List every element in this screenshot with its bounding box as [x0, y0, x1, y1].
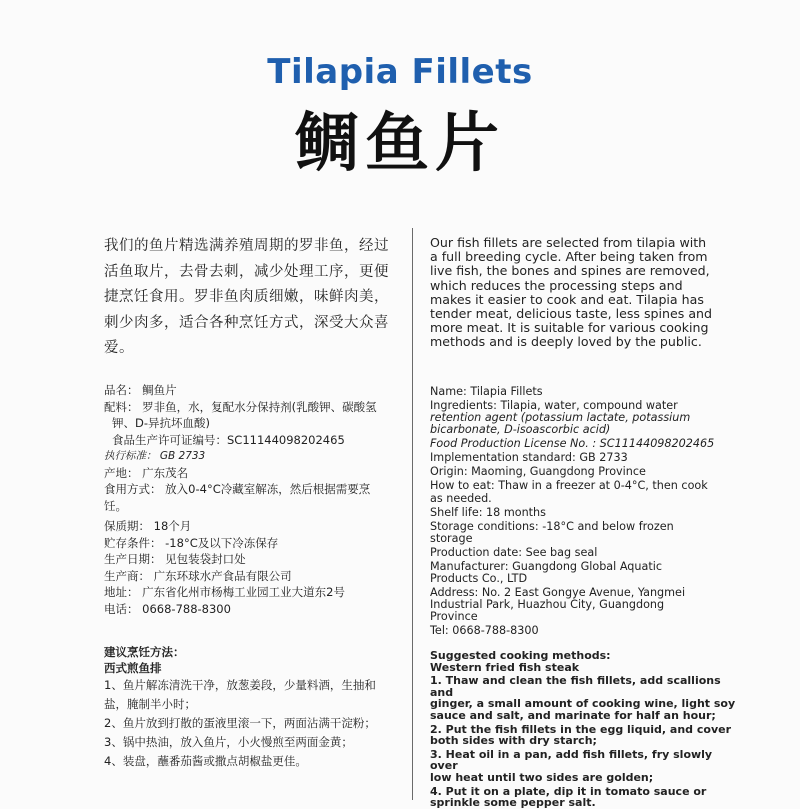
spec-ingredients-line: bicarbonate, D-isoascorbic acid) [430, 423, 611, 437]
spec-origin: Origin: Maoming, Guangdong Province [430, 465, 646, 479]
spec-shelf-life: Shelf life: 18 months [430, 505, 546, 519]
spec-ingredients-line: retention agent (potassium lactate, potassium [430, 411, 691, 425]
intro-en-line: more meat. It is suitable for various cooking [430, 320, 709, 336]
cooking-dish-name: 西式煎鱼排 [104, 661, 162, 675]
spec-standard: Implementation standard: GB 2733 [430, 451, 628, 465]
spec-origin: 产地： 广东茂名 [104, 465, 189, 480]
intro-cn-line: 刺少肉多，适合各种烹饪方式，深受大众喜 [104, 314, 389, 331]
cooking-step-1: 1、鱼片解冻清洗干净，放葱姜段，少量料酒，生抽和 [104, 678, 376, 692]
title-chinese: 鲷鱼片 [295, 107, 505, 181]
cooking-step-line: 4. Put it on a plate, dip it in tomato sauce or [430, 784, 707, 798]
spec-license: Food Production License No. : SC11144098202465 [430, 437, 715, 451]
cooking-step-line: 3. Heat oil in a pan, add fish fillets, fry slowly over [430, 747, 713, 773]
spec-production-date: 生产日期： 见包装袋封口处 [104, 552, 246, 566]
spec-name: Name: Tilapia Fillets [430, 385, 543, 398]
intro-en-line: live fish, the bones and spines are removed, [430, 263, 710, 279]
spec-address-line: Industrial Park, Huazhou City, Guangdong [430, 598, 665, 612]
cooking-heading: 建议烹饪方法： [104, 645, 185, 659]
spec-manufacturer-line: Products Co., LTD [430, 572, 528, 586]
intro-cn-line: 我们的鱼片精选满养殖周期的罗非鱼，经过 [104, 238, 389, 254]
spec-shelf-life: 保质期： 18个月 [104, 519, 192, 533]
cooking-dish-name: Western fried fish steak [430, 660, 580, 674]
cooking-step-line: ginger, a small amount of cooking wine, light soy [430, 697, 736, 711]
intro-en-line: makes it easier to cook and eat. Tilapia has [430, 291, 704, 307]
spec-howto: 食用方式： 放入0-4°C冷藏室解冻，然后根据需要烹 [104, 482, 371, 496]
cooking-step-2: 2、鱼片放到打散的蛋液里滚一下，两面沾满干淀粉； [104, 716, 376, 730]
spec-standard: 执行标准： GB 2733 [104, 450, 206, 462]
cooking-step-line: low heat until two sides are golden; [430, 770, 654, 784]
spec-list-chinese [104, 382, 404, 617]
spec-name: 品名： 鲷鱼片 [104, 383, 177, 397]
intro-en-line: Our fish fillets are selected from tilapia with [430, 235, 707, 250]
cooking-step-1 [430, 675, 740, 721]
cooking-step-line: sprinkle some pepper salt. [430, 796, 596, 809]
spec-address [430, 587, 740, 624]
intro-chinese [104, 234, 404, 362]
intro-cn-line: 爱。 [104, 340, 134, 356]
spec-manufacturer [430, 561, 740, 585]
spec-storage: 贮存条件： -18°C及以下冷冻保存 [104, 535, 279, 550]
cooking-step-4: 4、装盘，蘸番茄酱或撒点胡椒盐更佳。 [104, 754, 307, 768]
intro-en-line: tender meat, delicious taste, less spines and [430, 306, 713, 322]
column-divider [412, 228, 413, 800]
spec-production-date: Production date: See bag seal [430, 545, 598, 559]
cooking-step-line: sauce and salt, and marinate for half an hour; [430, 708, 716, 722]
cooking-step-1-cont: 盐，腌制半小时； [104, 697, 196, 711]
cooking-step-3: 3、锅中热油，放入鱼片，小火慢煎至两面金黄； [104, 735, 353, 749]
spec-address-line: Address: No. 2 East Gongye Avenue, Yangmei [430, 586, 686, 600]
spec-manufacturer-line: Manufacturer: Guangdong Global Aquatic [430, 559, 662, 573]
spec-storage-line: Storage conditions: -18°C and below frozen [430, 519, 674, 533]
spec-manufacturer: 生产商： 广东环球水产食品有限公司 [104, 568, 292, 583]
intro-cn-line: 活鱼取片，去骨去刺，减少处理工序，更便 [104, 263, 389, 280]
spec-ingredients-cont: 钾、D-异抗坏血酸) [112, 416, 210, 430]
spec-howto [430, 480, 740, 504]
spec-address: 地址： 广东省化州市杨梅工业园工业大道东2号 [104, 585, 345, 599]
intro-english [430, 236, 740, 350]
spec-list-english [430, 386, 740, 639]
spec-phone: 电话： 0668-788-8300 [104, 601, 231, 616]
cooking-method-english [430, 650, 740, 809]
spec-license: 食品生产许可证编号：SC11144098202465 [112, 432, 345, 447]
spec-howto-line: How to eat: Thaw in a freezer at 0-4°C, then cook [430, 479, 708, 493]
cooking-step-2 [430, 724, 740, 747]
cooking-step-line: 1. Thaw and clean the fish fillets, add scallions and [430, 674, 721, 699]
intro-cn-line: 捷烹饪食用。罗非鱼肉质细嫩，味鲜肉美， [104, 289, 389, 305]
cooking-step-3 [430, 749, 740, 784]
spec-address-line: Province [430, 610, 478, 624]
spec-howto-cont: 饪。 [104, 498, 127, 513]
spec-phone: Tel: 0668-788-8300 [430, 624, 539, 638]
cooking-step-line: 2. Put the fish fillets in the egg liquid, and cover [430, 722, 732, 736]
spec-storage [430, 521, 740, 545]
intro-en-line: a full breeding cycle. After being taken from [430, 249, 708, 265]
cooking-heading: Suggested cooking methods: [430, 649, 611, 662]
cooking-method-chinese [104, 644, 404, 771]
spec-storage-line: storage [430, 531, 473, 545]
spec-ingredients [430, 400, 740, 437]
spec-howto-line: as needed. [430, 491, 492, 505]
cooking-step-line: both sides with dry starch; [430, 734, 597, 748]
spec-ingredients: 配料： 罗非鱼，水，复配水分保持剂(乳酸钾、碳酸氢 [104, 399, 377, 414]
spec-ingredients-line: Ingredients: Tilapia, water, compound water [430, 399, 678, 412]
cooking-step-4 [430, 786, 740, 809]
intro-en-line: which reduces the processing steps and [430, 277, 683, 293]
title-english: Tilapia Fillets [267, 52, 533, 92]
intro-en-line: methods and is deeply loved by the public. [430, 334, 702, 350]
